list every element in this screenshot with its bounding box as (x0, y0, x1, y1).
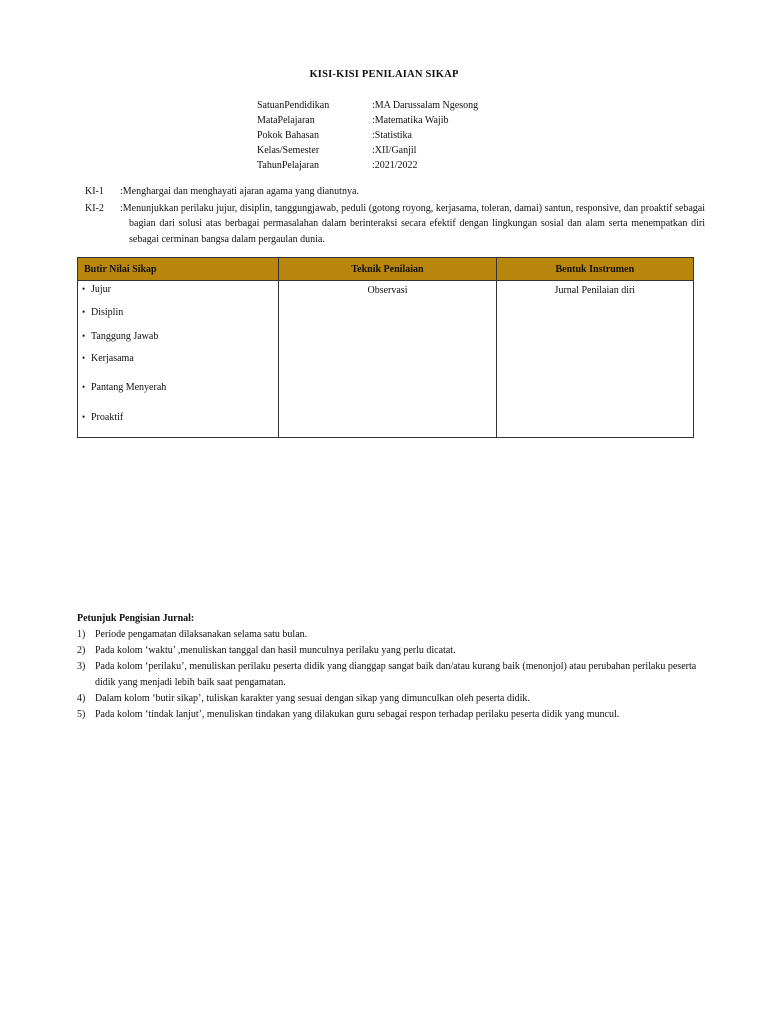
info-label: Kelas/Semester (257, 145, 320, 156)
petunjuk-item (77, 643, 697, 659)
petunjuk-text: Pada kolom ‘tindak lanjut’, menuliskan tindakan yang dilakukan guru sebagai respon terhadap perilaku peserta didik yang muncul. (95, 709, 620, 720)
list-item (82, 307, 123, 318)
ki-code: KI-2 (85, 202, 104, 214)
petunjuk-item (77, 627, 697, 643)
petunjuk-number: 1) (77, 629, 86, 640)
petunjuk-title: Petunjuk Pengisian Jurnal: (77, 613, 195, 624)
bullet-icon: • (82, 284, 86, 294)
list-item-label: Disiplin (91, 307, 124, 318)
butir-cell (78, 281, 279, 438)
list-item-label: Kerjasama (91, 353, 134, 364)
bullet-icon: • (82, 331, 86, 341)
info-label: MataPelajaran (257, 115, 315, 126)
ki-row (85, 201, 705, 248)
info-value: :MA Darussalam Ngesong (372, 100, 479, 111)
petunjuk-number: 5) (77, 709, 86, 720)
document-title: KISI-KISI PENILAIAN SIKAP (309, 69, 459, 80)
petunjuk-item (77, 659, 697, 691)
list-item (82, 353, 134, 364)
teknik-cell: Observasi (279, 281, 496, 438)
bullet-icon: • (82, 353, 86, 363)
table-row (78, 281, 694, 438)
header-bentuk-instrumen: Bentuk Instrumen (496, 258, 693, 281)
petunjuk-text: Pada kolom ‘perilaku’, menuliskan perilaku peserta didik yang dianggap sangat baik dan/atau kurang baik (menonjol) atau perubahan perilaku peserta didik yang menjadi lebih baik saat pengamatan. (95, 661, 697, 688)
petunjuk-number: 4) (77, 693, 86, 704)
info-label: Pokok Bahasan (257, 130, 319, 141)
header-butir-nilai-sikap: Butir Nilai Sikap (78, 258, 279, 281)
butir-list (78, 281, 278, 433)
bullet-icon: • (82, 307, 86, 317)
list-item (82, 412, 123, 423)
petunjuk-text: Periode pengamatan dilaksanakan selama satu bulan. (95, 629, 308, 640)
petunjuk-number: 3) (77, 661, 86, 672)
info-value: :Matematika Wajib (372, 115, 449, 126)
ki-row (85, 184, 705, 200)
ki-text: :Menunjukkan perilaku jujur, disiplin, tanggungjawab, peduli (gotong royong, kerjasama, toleran, damai) santun, responsive, dan proaktif sebagai bagian dari solusi atas berbagai permasalahan dalam berinteraksi secara efektif dengan lingkungan sosial dan alam serta menempatkan diri sebagai cerminan bangsa dalam pergaulan dunia. (120, 202, 705, 245)
info-value: :2021/2022 (372, 160, 418, 171)
info-value: :XII/Ganjil (372, 145, 417, 156)
info-value: :Statistika (372, 130, 412, 141)
list-item-label: Jujur (91, 284, 111, 295)
petunjuk-text: Pada kolom ‘waktu’ ,menuliskan tanggal dan hasil munculnya perilaku yang perlu dicatat. (95, 645, 456, 656)
list-item (82, 331, 158, 342)
list-item-label: Proaktif (91, 412, 124, 423)
table-header-row (78, 258, 694, 281)
list-item-label: Tanggung Jawab (91, 331, 159, 342)
petunjuk-item (77, 691, 697, 707)
info-label: SatuanPendidikan (257, 100, 330, 111)
ki-code: KI-1 (85, 186, 104, 197)
petunjuk-item (77, 707, 697, 723)
bullet-icon: • (82, 382, 86, 392)
list-item (82, 284, 111, 295)
kompetensi-inti-block (85, 184, 705, 248)
petunjuk-number: 2) (77, 645, 86, 656)
ki-text: :Menghargai dan menghayati ajaran agama yang dianutnya. (120, 186, 359, 197)
petunjuk-text: Dalam kolom ‘butir sikap’, tuliskan karakter yang sesuai dengan sikap yang dimunculkan oleh peserta didik. (95, 693, 530, 704)
header-teknik-penilaian: Teknik Penilaian (279, 258, 496, 281)
petunjuk-section (77, 611, 697, 723)
info-label: TahunPelajaran (257, 160, 320, 171)
sikap-table (77, 257, 694, 438)
bullet-icon: • (82, 412, 86, 422)
bentuk-cell: Jurnal Penilaian diri (496, 281, 693, 438)
list-item-label: Pantang Menyerah (91, 382, 167, 393)
list-item (82, 382, 166, 393)
